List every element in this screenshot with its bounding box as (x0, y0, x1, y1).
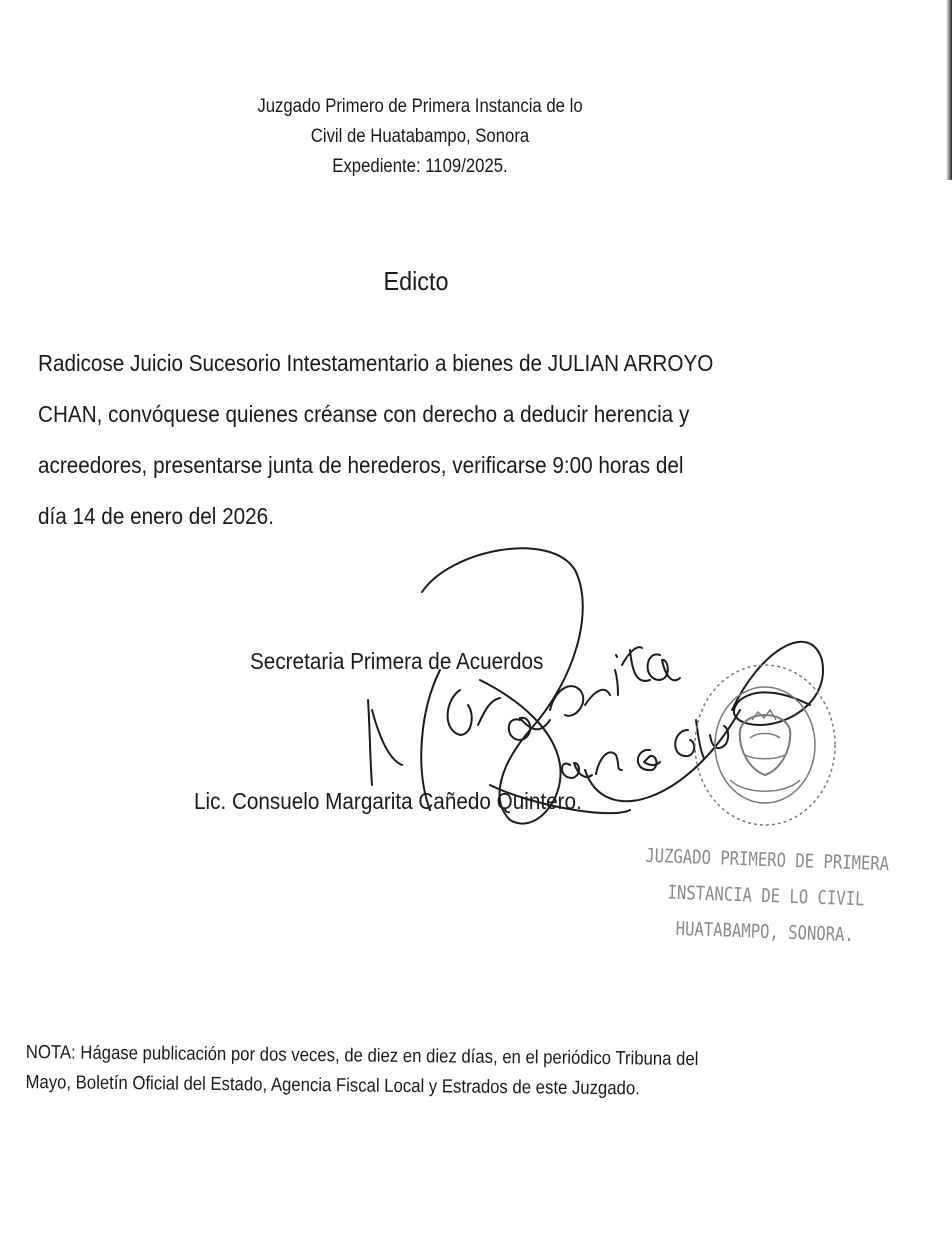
edict-body (38, 338, 818, 542)
body-line: CHAN, convóquese quienes créanse con derecho a deducir herencia y (38, 401, 690, 427)
document-title: Edicto (383, 266, 449, 296)
court-name-line-2: Civil de Huatabampo, Sonora (310, 126, 530, 147)
body-line: acreedores, presentarse junta de herederos, verificarse 9:00 horas del (38, 452, 684, 478)
court-stamp (614, 837, 918, 955)
page-edge-shadow (946, 0, 952, 180)
case-number: Expediente: 1109/2025. (332, 156, 508, 177)
publication-note (25, 1038, 826, 1106)
official-seal-icon (690, 660, 840, 850)
body-line: Radicose Juicio Sucesorio Intestamentario a bienes de JULIAN ARROYO (38, 350, 714, 376)
stamp-line-3: HUATABAMPO, SONORA. (675, 917, 855, 947)
signatory-name: Lic. Consuelo Margarita Cañedo Quintero. (194, 788, 582, 814)
stamp-line-1: JUZGADO PRIMERO DE PRIMERA (644, 844, 890, 876)
note-line: Mayo, Boletín Oficial del Estado, Agencia Fiscal Local y Estrados de este Juzgado. (25, 1071, 640, 1100)
court-header (226, 92, 613, 182)
signatory-role: Secretaria Primera de Acuerdos (250, 648, 544, 674)
stamp-line-2: INSTANCIA DE LO CIVIL (667, 881, 865, 911)
body-line: día 14 de enero del 2026. (38, 503, 274, 529)
note-line: NOTA: Hágase publicación por dos veces, de diez en diez días, en el periódico Tribuna del (25, 1041, 699, 1071)
court-name-line-1: Juzgado Primero de Primera Instancia de lo (257, 96, 583, 117)
